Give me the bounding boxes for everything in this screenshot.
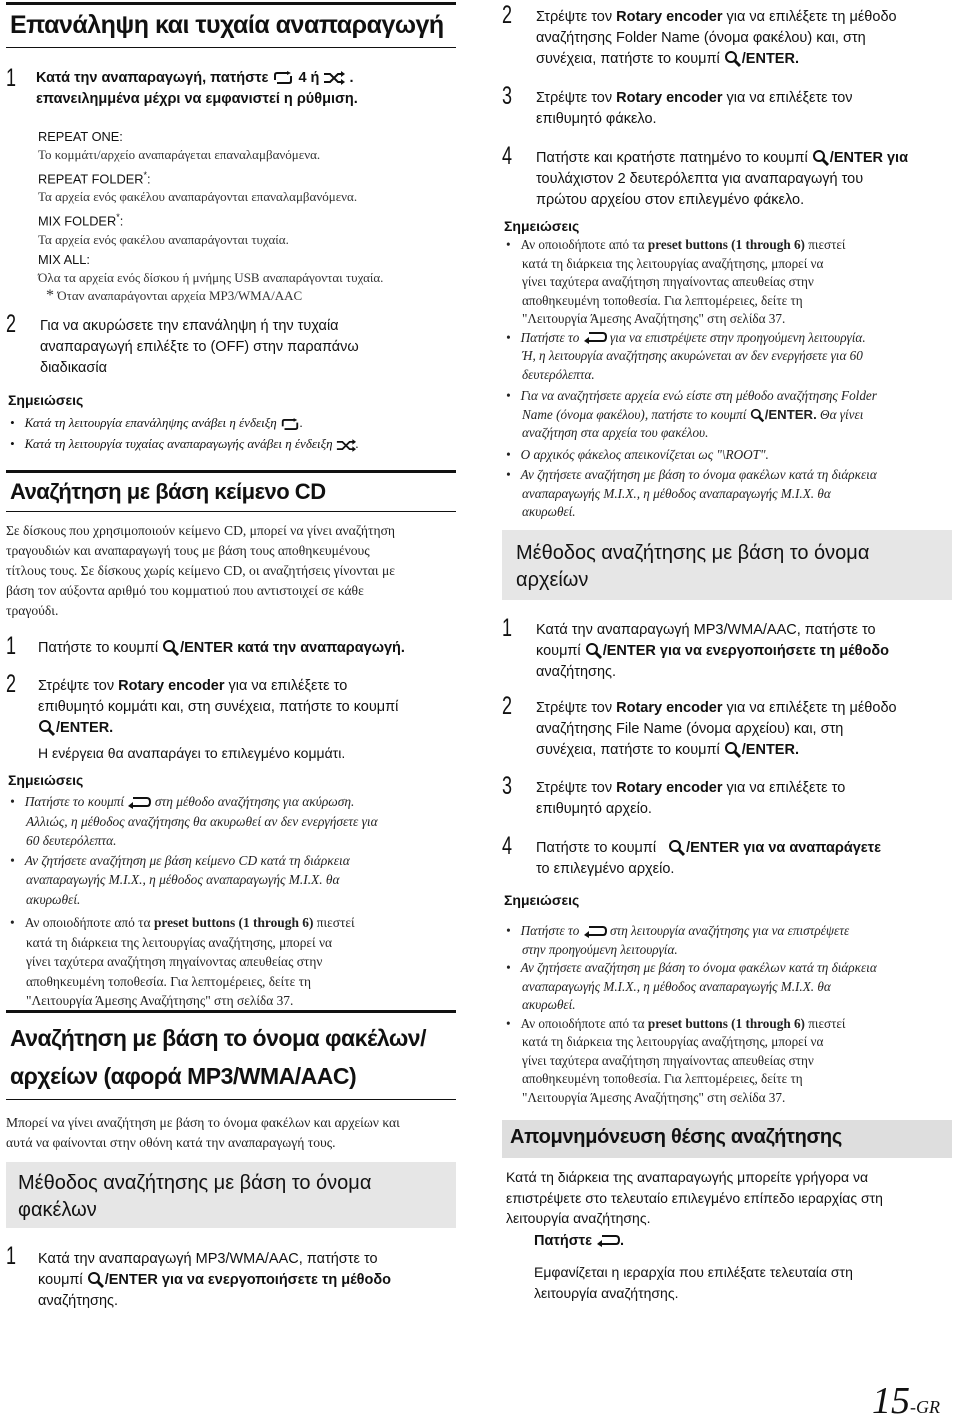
note-item: • Κατά τη λειτουργία τυχαίας αναπαραγωγής ανάβει η ένδειξη . bbox=[10, 436, 359, 451]
memo-section-header bbox=[502, 1120, 952, 1158]
note-text: γίνει ταχύτερα αναζήτηση πηγαίνοντας απευθείας στην bbox=[26, 954, 323, 969]
search-icon bbox=[724, 741, 742, 759]
text-line: Σε δίσκους που χρησιμοποιούν κείμενο CD, μπορεί να γίνει αναζήτηση bbox=[6, 523, 396, 538]
text-fragment: Πατήστε bbox=[534, 1233, 592, 1249]
text-fragment: /ENTER. bbox=[56, 720, 114, 736]
text-fragment: Στρέψτε τον bbox=[536, 700, 613, 716]
note-text: αναπαραγωγής M.I.X., η μέθοδος αναπαραγωγής M.I.X. θα bbox=[522, 978, 831, 994]
folder-method-title bbox=[18, 1170, 371, 1224]
note-text: preset buttons (1 through 6) bbox=[153, 915, 314, 930]
text-line: λειτουργία αναζήτησης. bbox=[534, 1284, 679, 1301]
mode-label-colon: : bbox=[119, 213, 124, 229]
note-text: πιεστεί bbox=[808, 237, 846, 252]
shuffle-icon bbox=[323, 71, 345, 85]
text-fragment: για να επιλέξετε τον bbox=[726, 90, 853, 106]
memo-result bbox=[534, 1262, 853, 1303]
note-item: • Πατήστε το στη λειτουργία αναζήτησης για να επιστρέψετε στην προηγούμενη λειτουργία. bbox=[506, 922, 877, 959]
title-line: φακέλων bbox=[18, 1199, 97, 1221]
page-number-value: 15 bbox=[872, 1380, 910, 1422]
mode-description: Το κομμάτι/αρχείο αναπαράγεται επαναλαμβανόμενα. bbox=[38, 147, 321, 162]
repeat-step2-text bbox=[40, 316, 359, 379]
text-fragment: /ENTER κατά την αναπαραγωγή. bbox=[180, 640, 405, 656]
text-line: διαδικασία bbox=[40, 360, 107, 376]
note-text: /ENTER. bbox=[764, 406, 817, 422]
text-fragment: Rotary encoder bbox=[616, 780, 723, 796]
file-step1-text bbox=[536, 620, 889, 683]
mode-description: Τα αρχεία ενός φακέλου αναπαράγονται τυχαία. bbox=[38, 231, 289, 247]
note-text: Αν οποιοδήποτε από τα bbox=[520, 1015, 645, 1031]
text-fragment: Στρέψτε τον bbox=[536, 9, 613, 25]
text-fragment: Rotary encoder bbox=[118, 678, 225, 694]
search-icon bbox=[724, 50, 742, 68]
note-text: Θα γίνει bbox=[820, 406, 864, 422]
note-item: • Αν οποιοδήποτε από τα preset buttons (1 through 6) πιεστεί κατά τη διάρκεια της λειτουργίας αναζήτησης, μπορεί να γίνει ταχύτερα αναζήτηση πηγαίνοντας απευθείας στην αποθηκευμένη τοποθεσία. Για λεπτομέρειες, δείτε τη "Λειτουργία Άμεσης Αναζήτησης" στη σελίδα 37. bbox=[506, 1015, 877, 1108]
note-item: • Αν οποιοδήποτε από τα preset buttons (1 through 6) πιεστεί κατά τη διάρκεια της λειτουργίας αναζήτησης, μπορεί να γίνει ταχύτερα αναζήτηση πηγαίνοντας απευθείας στην αποθηκευμένη τοποθεσία. Για λεπτομέρειες, δείτε τη "Λειτουργία Άμεσης Αναζήτησης" στη σελίδα 37. bbox=[10, 913, 378, 1011]
text-line: τουλάχιστον 2 δευτερόλεπτα για αναπαραγωγή του bbox=[536, 171, 864, 187]
text-line: λειτουργία αναζήτησης. bbox=[506, 1210, 651, 1226]
search-icon bbox=[87, 1271, 105, 1289]
title-line: αρχείων (αφορά MP3/WMA/AAC) bbox=[10, 1063, 357, 1089]
note-text: ακυρωθεί. bbox=[26, 891, 81, 907]
step-number: 4 bbox=[502, 832, 513, 860]
repeat-step1-text bbox=[36, 68, 358, 109]
note-text: Name (όνομα φακέλου), πατήστε το κουμπί bbox=[522, 406, 747, 422]
title-line: αρχείων bbox=[516, 569, 589, 591]
folder-step3-text bbox=[536, 88, 853, 130]
mode-label: REPEAT FOLDER bbox=[38, 171, 144, 187]
note-text: Αν ζητήσετε αναζήτηση με βάση το όνομα φακέλων κατά τη διάρκεια bbox=[520, 960, 877, 975]
text-fragment: για να επιλέξετε το bbox=[726, 780, 846, 796]
mode-label: MIX ALL: bbox=[38, 251, 90, 267]
footnote-star: * bbox=[46, 287, 54, 304]
note-text: Ή, η λειτουργία αναζήτησης ακυρώνεται αν δεν ενεργήσετε για 60 bbox=[522, 348, 863, 363]
text-line: επιθυμητό φάκελο. bbox=[536, 111, 657, 127]
text-line: τραγουδιών και αναπαραγωγή τους με βάση τους αποθηκευμένους bbox=[6, 543, 370, 558]
note-item: • Κατά τη λειτουργία επανάληψης ανάβει η ένδειξη . bbox=[10, 415, 303, 430]
step-number: 1 bbox=[6, 632, 17, 660]
text-line: τραγούδι. bbox=[6, 603, 59, 618]
search-icon bbox=[668, 839, 686, 857]
shuffle-icon bbox=[336, 439, 356, 452]
text-line: επιθυμητό κομμάτι και, στη συνέχεια, πατήστε το κουμπί bbox=[38, 699, 399, 715]
cd-step2-text bbox=[38, 676, 398, 764]
mode-mix-folder bbox=[38, 208, 458, 248]
note-item: • Αν ζητήσετε αναζήτηση με βάση το όνομα φακέλων κατά τη διάρκεια αναπαραγωγής M.I.X., η μέθοδος αναπαραγωγής M.I.X. θα ακυρωθεί. bbox=[506, 466, 877, 522]
text-fragment: Rotary encoder bbox=[616, 700, 723, 716]
search-icon bbox=[162, 639, 180, 657]
note-text: κατά τη διάρκεια της λειτουργίας αναζήτησης, μπορεί να bbox=[522, 255, 824, 271]
mode-description: Τα αρχεία ενός φακέλου αναπαράγονται επαναλαμβανόμενα. bbox=[38, 189, 358, 205]
text-fragment: . bbox=[620, 1233, 625, 1249]
note-text: γίνει ταχύτερα αναζήτηση πηγαίνοντας απευθείας στην bbox=[522, 274, 814, 289]
file-method-title bbox=[516, 540, 869, 594]
notes-heading: Σημειώσεις bbox=[8, 772, 84, 788]
page-number bbox=[872, 1382, 940, 1420]
text-fragment: Rotary encoder bbox=[616, 90, 723, 106]
note-text: "Λειτουργία Άμεσης Αναζήτησης" στη σελίδα 37. bbox=[522, 311, 786, 326]
text-line: Κατά τη διάρκεια της αναπαραγωγής μπορείτε γρήγορα να bbox=[506, 1169, 869, 1185]
text-fragment: Rotary encoder bbox=[616, 9, 723, 25]
file-method-box bbox=[502, 530, 952, 600]
note-text: Αν οποιοδήποτε από τα bbox=[24, 915, 151, 930]
footnote-marker: * bbox=[143, 170, 147, 180]
memo-intro bbox=[506, 1167, 883, 1229]
note-text: στη μέθοδο αναζήτησης για ακύρωση. bbox=[154, 794, 355, 809]
step-number: 2 bbox=[6, 670, 17, 698]
text-fragment: /ENTER για να ενεργοποιήσετε τη μέθοδο bbox=[104, 1272, 391, 1288]
note-text: Ο αρχικός φάκελος απεικονίζεται ως "\ROOT". bbox=[520, 446, 769, 462]
text-fragment: Στρέψτε τον bbox=[536, 780, 613, 796]
notes-heading: Σημειώσεις bbox=[8, 392, 84, 408]
note-text: Για να αναζητήσετε αρχεία ενώ είστε στη μέθοδο αναζήτησης Folder bbox=[520, 388, 877, 403]
note-text: αποθηκευμένη τοποθεσία. Για λεπτομέρειες, δείτε τη bbox=[522, 1071, 803, 1086]
text-fragment: Στρέψτε τον bbox=[536, 90, 613, 106]
search-icon bbox=[585, 642, 603, 660]
text-line: βάση τον αύξοντα αριθμό του κομματιού που αντιστοιχεί σε κάθε bbox=[6, 583, 364, 598]
mode-label-colon: : bbox=[147, 171, 151, 187]
note-item: • Αν οποιοδήποτε από τα preset buttons (1 through 6) πιεστεί κατά τη διάρκεια της λειτουργίας αναζήτησης, μπορεί να γίνει ταχύτερα αναζήτηση πηγαίνοντας απευθείας στην αποθηκευμένη τοποθεσία. Για λεπτομέρειες, δείτε τη "Λειτουργία Άμεσης Αναζήτησης" στη σελίδα 37. bbox=[506, 236, 877, 329]
notes-list bbox=[506, 922, 877, 1107]
text-fragment: /ENTER για bbox=[829, 150, 909, 166]
step-number: 2 bbox=[502, 1, 513, 29]
text-fragment: Πατήστε το κουμπί bbox=[38, 640, 159, 656]
note-text: Κατά τη λειτουργία επανάληψης ανάβει η ένδειξη bbox=[24, 415, 277, 430]
text-line: αναζήτησης. bbox=[536, 664, 617, 680]
text-fragment: /ENTER. bbox=[741, 51, 799, 67]
step-number: 1 bbox=[502, 614, 513, 642]
title-line: Μέθοδος αναζήτησης με βάση το όνομα bbox=[516, 542, 870, 564]
note-text: πιεστεί bbox=[808, 1015, 846, 1031]
text-line: αναζήτησης File Name (όνομα αρχείου) και, στη bbox=[536, 721, 844, 737]
step-number: 1 bbox=[6, 64, 17, 92]
note-text: αναπαραγωγής M.I.X., η μέθοδος αναπαραγωγής M.I.X. θα bbox=[26, 872, 340, 887]
note-text: κατά τη διάρκεια της λειτουργίας αναζήτησης, μπορεί να bbox=[26, 934, 333, 950]
text-fragment: συνέχεια, πατήστε το κουμπί bbox=[536, 742, 720, 758]
notes-list bbox=[10, 412, 359, 454]
footnote-marker: * bbox=[116, 212, 120, 223]
repeat-step1-or: 4 ή bbox=[298, 70, 320, 86]
mode-label: MIX FOLDER bbox=[38, 213, 117, 229]
notes-list bbox=[506, 236, 877, 522]
mode-repeat-one bbox=[38, 128, 458, 164]
repeat-step1-line1: Κατά την αναπαραγωγή, πατήστε bbox=[36, 70, 269, 86]
note-text: Αν οποιοδήποτε από τα bbox=[520, 237, 645, 252]
repeat-section-header bbox=[6, 2, 456, 48]
note-text: Κατά τη λειτουργία τυχαίας αναπαραγωγής ανάβει η ένδειξη bbox=[24, 436, 333, 451]
page-number-suffix: -GR bbox=[910, 1397, 940, 1417]
folder-section-title bbox=[10, 1019, 426, 1095]
folder-step4-text bbox=[536, 148, 908, 211]
note-text: Πατήστε το κουμπί bbox=[24, 794, 125, 809]
text-line: Κατά την αναπαραγωγή MP3/WMA/AAC, πατήστε το bbox=[38, 1251, 378, 1267]
note-text: γίνει ταχύτερα αναζήτηση πηγαίνοντας απευθείας στην bbox=[522, 1052, 814, 1068]
text-line: επιθυμητό αρχείο. bbox=[536, 801, 652, 817]
text-line: αναζήτησης Folder Name (όνομα φακέλου) και, στη bbox=[536, 30, 866, 46]
text-line: πρώτου αρχείου στον επιλεγμένο φάκελο. bbox=[536, 192, 805, 208]
search-icon bbox=[38, 719, 56, 737]
text-line: επιστρέψετε στο τελευταίο επιλεγμένο επίπεδο ιεραρχίας στη bbox=[506, 1189, 883, 1206]
note-item: • Αν ζητήσετε αναζήτηση με βάση κείμενο CD κατά τη διάρκεια αναπαραγωγής M.I.X., η μέθοδος αναπαραγωγής M.I.X. θα ακυρωθεί. bbox=[10, 851, 378, 910]
notes-list bbox=[10, 792, 378, 1011]
cd-intro bbox=[6, 521, 395, 621]
file-step4-text bbox=[536, 838, 881, 880]
text-fragment: για να επιλέξετε το bbox=[228, 678, 348, 694]
mode-repeat-folder bbox=[38, 166, 458, 206]
text-fragment: /ENTER. bbox=[741, 742, 799, 758]
text-fragment: συνέχεια, πατήστε το κουμπί bbox=[536, 51, 720, 67]
text-fragment: κουμπί bbox=[536, 643, 581, 659]
note-item: • Πατήστε το κουμπί στη μέθοδο αναζήτησης για ακύρωση. Αλλιώς, η μέθοδος αναζήτησης θα ακυρωθεί αν δεν ενεργήσετε για 60 δευτερόλεπτα. bbox=[10, 792, 378, 851]
text-line: το επιλεγμένο αρχείο. bbox=[536, 861, 675, 877]
note-text: αποθηκευμένη τοποθεσία. Για λεπτομέρειες, δείτε τη bbox=[26, 973, 311, 989]
repeat-step1-line2: επανειλημμένα μέχρι να εμφανιστεί η ρύθμιση. bbox=[36, 90, 358, 107]
note-text: Αν ζητήσετε αναζήτηση με βάση κείμενο CD κατά τη διάρκεια bbox=[24, 852, 350, 868]
mode-label: REPEAT ONE: bbox=[38, 129, 123, 144]
text-line: αναπαραγωγή επιλέξτε το (OFF) στην παραπάνω bbox=[40, 339, 359, 355]
step-number: 4 bbox=[502, 142, 513, 170]
text-fragment: Στρέψτε τον bbox=[38, 678, 115, 694]
title-line: Αναζήτηση με βάση το όνομα φακέλων/ bbox=[10, 1025, 426, 1051]
note-text: για να επιστρέψετε στην προηγούμενη λειτουργία. bbox=[609, 329, 866, 345]
notes-heading: Σημειώσεις bbox=[504, 892, 580, 908]
text-line: Εμφανίζεται η ιεραρχία που επιλέξατε τελευταία στη bbox=[534, 1264, 853, 1280]
note-text: Πατήστε το bbox=[520, 923, 580, 938]
folder-section-header bbox=[6, 1010, 456, 1100]
step-result: Η ενέργεια θα αναπαράγει το επιλεγμένο κομμάτι. bbox=[38, 745, 346, 761]
note-text: "Λειτουργία Άμεσης Αναζήτησης" στη σελίδα 37. bbox=[26, 993, 294, 1008]
mode-mix-all bbox=[38, 251, 458, 287]
step-number: 2 bbox=[502, 692, 513, 720]
text-line: Για να ακυρώσετε την επανάληψη ή την τυχαία bbox=[40, 318, 339, 334]
step-number: 1 bbox=[6, 1242, 17, 1270]
footnote-text: Όταν αναπαράγονται αρχεία MP3/WMA/AAC bbox=[57, 288, 303, 303]
text-fragment: για να επιλέξετε τη μέθοδο bbox=[726, 9, 897, 25]
note-text: αναπαραγωγής M.I.X., η μέθοδος αναπαραγωγής M.I.X. θα bbox=[522, 485, 831, 501]
note-text: 60 δευτερόλεπτα. bbox=[26, 833, 117, 848]
note-text: δευτερόλεπτα. bbox=[522, 366, 595, 382]
note-text: πιεστεί bbox=[316, 915, 355, 930]
note-text: "Λειτουργία Άμεσης Αναζήτησης" στη σελίδα 37. bbox=[522, 1089, 786, 1105]
text-line: αναζήτησης. bbox=[38, 1293, 119, 1309]
footnote bbox=[46, 287, 302, 305]
repeat-icon bbox=[280, 418, 300, 431]
cd-step1-text bbox=[38, 638, 405, 659]
back-icon bbox=[127, 797, 151, 809]
mode-description: Όλα τα αρχεία ενός δίσκου ή μνήμης USB αναπαράγονται τυχαία. bbox=[38, 269, 384, 285]
note-text: στην προηγούμενη λειτουργία. bbox=[522, 941, 678, 957]
note-text: αναζήτηση στα αρχεία του φακέλου. bbox=[522, 425, 709, 440]
step-number: 3 bbox=[502, 772, 513, 800]
notes-heading: Σημειώσεις bbox=[504, 218, 580, 234]
back-icon bbox=[583, 332, 607, 344]
text-fragment: /ENTER για να αναπαράγετε bbox=[686, 840, 882, 856]
folder-step2-text bbox=[536, 7, 897, 70]
note-item: • Αν ζητήσετε αναζήτηση με βάση το όνομα φακέλων κατά τη διάρκεια αναπαραγωγής M.I.X., η μέθοδος αναπαραγωγής M.I.X. θα ακυρωθεί. bbox=[506, 959, 877, 1015]
back-icon bbox=[596, 1235, 620, 1247]
text-line: Κατά την αναπαραγωγή MP3/WMA/AAC, πατήστε το bbox=[536, 622, 876, 638]
note-text: στη λειτουργία αναζήτησης για να επιστρέψετε bbox=[609, 923, 850, 938]
repeat-step1-period: . bbox=[349, 70, 354, 86]
text-fragment: Πατήστε και κρατήστε πατημένο το κουμπί bbox=[536, 150, 808, 166]
note-text: preset buttons (1 through 6) bbox=[647, 237, 805, 252]
note-text: Αλλιώς, η μέθοδος αναζήτησης θα ακυρωθεί αν δεν ενεργήσετε για bbox=[26, 813, 378, 829]
note-item: • Ο αρχικός φάκελος απεικονίζεται ως "\ROOT". bbox=[506, 446, 769, 462]
text-line: Μπορεί να γίνει αναζήτηση με βάση το όνομα φακέλων και αρχείων και bbox=[6, 1115, 400, 1130]
search-icon bbox=[812, 149, 830, 167]
file-step2-text bbox=[536, 698, 897, 761]
cd-section-title: Αναζήτηση με βάση κείμενο CD bbox=[10, 479, 326, 504]
note-text: αποθηκευμένη τοποθεσία. Για λεπτομέρειες, δείτε τη bbox=[522, 292, 803, 308]
note-text: preset buttons (1 through 6) bbox=[647, 1015, 805, 1031]
folder-intro bbox=[6, 1113, 400, 1153]
text-line: τίτλους τους. Σε δίσκους χωρίς κείμενο CD, οι αναζητήσεις γίνονται με bbox=[6, 563, 395, 578]
step-number: 2 bbox=[6, 310, 17, 338]
text-fragment: /ENTER για να ενεργοποιήσετε τη μέθοδο bbox=[602, 643, 889, 659]
back-icon bbox=[583, 926, 607, 938]
note-item: • Πατήστε το για να επιστρέψετε στην προηγούμενη λειτουργία. Ή, η λειτουργία αναζήτησης ακυρώνεται αν δεν ενεργήσετε για 60 δευτερόλεπτα. bbox=[506, 329, 877, 385]
file-step3-text bbox=[536, 778, 845, 820]
text-line: αυτά να φαίνονται στην οθόνη κατά την αναπαραγωγή τους. bbox=[6, 1135, 336, 1150]
repeat-icon bbox=[272, 71, 294, 85]
note-text: κατά τη διάρκεια της λειτουργίας αναζήτησης, μπορεί να bbox=[522, 1034, 824, 1049]
note-text: Αν ζητήσετε αναζήτηση με βάση το όνομα φακέλων κατά τη διάρκεια bbox=[520, 467, 877, 482]
text-fragment: για να επιλέξετε τη μέθοδο bbox=[726, 700, 897, 716]
memo-press bbox=[534, 1233, 624, 1249]
note-text: Πατήστε το bbox=[520, 329, 580, 345]
cd-section-header bbox=[6, 470, 456, 512]
folder-method-box bbox=[6, 1162, 456, 1228]
note-text: ακυρωθεί. bbox=[522, 997, 576, 1012]
text-fragment: Πατήστε το κουμπί bbox=[536, 840, 657, 856]
note-text: ακυρωθεί. bbox=[522, 504, 576, 519]
note-item: • Για να αναζητήσετε αρχεία ενώ είστε στη μέθοδο αναζήτησης Folder Name (όνομα φακέλου), πατήστε το κουμπί /ENTER. Θα γίνει αναζήτηση στα αρχεία του φακέλου. bbox=[506, 387, 877, 443]
repeat-section-title: Επανάληψη και τυχαία αναπαραγωγή bbox=[10, 11, 444, 39]
text-fragment: κουμπί bbox=[38, 1272, 83, 1288]
repeat-modes-list bbox=[38, 128, 458, 287]
title-line: Μέθοδος αναζήτησης με βάση το όνομα bbox=[18, 1172, 372, 1194]
step-number: 3 bbox=[502, 82, 513, 110]
memo-section-title: Απομνημόνευση θέσης αναζήτησης bbox=[510, 1126, 842, 1148]
search-icon bbox=[750, 408, 765, 423]
folder-step1-text bbox=[38, 1249, 391, 1312]
